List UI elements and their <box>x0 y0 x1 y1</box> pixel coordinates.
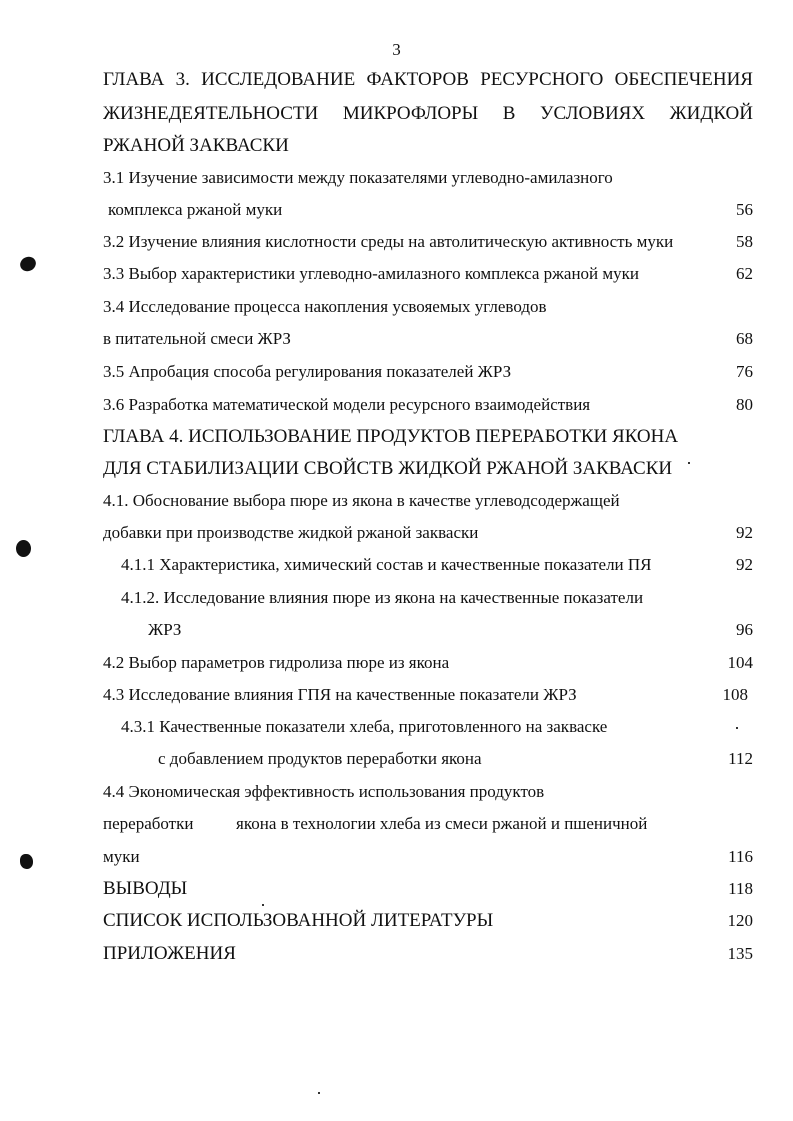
toc-conclusions: ВЫВОДЫ <box>103 878 188 899</box>
toc-page-appendices: 135 <box>727 944 753 963</box>
punch-hole-blot <box>16 540 31 557</box>
toc-entry-4-1-line-2: добавки при производстве жидкой ржаной закваски <box>103 523 479 542</box>
toc-appendices: ПРИЛОЖЕНИЯ <box>103 943 236 964</box>
toc-page-conclusions: 118 <box>728 879 753 898</box>
scan-speck <box>318 1092 320 1094</box>
chapter-3-heading-line-1 <box>103 69 753 91</box>
toc-entry-4-3-1-line-1: 4.3.1 Качественные показатели хлеба, приготовленного на закваске <box>121 717 608 736</box>
toc-page-4-1: 92 <box>736 523 753 542</box>
heading-word: ЖИДКОЙ <box>669 103 753 124</box>
scan-speck <box>688 462 690 464</box>
toc-entry-3-6: 3.6 Разработка математической модели ресурсного взаимодействия <box>103 395 591 414</box>
toc-entry-3-3: 3.3 Выбор характеристики углеводно-амилазного комплекса ржаной муки <box>103 264 640 283</box>
toc-page-4-4: 116 <box>728 847 753 866</box>
toc-entry-3-5: 3.5 Апробация способа регулирования показателей ЖРЗ <box>103 362 512 381</box>
toc-entry-3-4-line-2: в питательной смеси ЖРЗ <box>103 329 291 348</box>
toc-entry-3-1-line-1: 3.1 Изучение зависимости между показателями углеводно-амилазного <box>103 168 613 187</box>
heading-word: РЕСУРСНОГО <box>480 69 604 90</box>
toc-entry-4-4-line-3: муки <box>103 847 140 866</box>
heading-word: ФАКТОРОВ <box>366 69 469 90</box>
toc-page-3-1: 56 <box>736 200 753 219</box>
heading-word: МИКРОФЛОРЫ <box>342 103 479 124</box>
toc-page-4-3-1: 112 <box>728 749 753 768</box>
chapter-3-heading-line-3: РЖАНОЙ ЗАКВАСКИ <box>103 135 289 156</box>
page-number: 3 <box>392 40 401 59</box>
toc-entry-4-3: 4.3 Исследование влияния ГПЯ на качественные показатели ЖРЗ <box>103 685 577 704</box>
toc-entry-4-4-line-2a: переработки <box>103 814 194 833</box>
heading-word: ОБЕСПЕЧЕНИЯ <box>614 69 753 90</box>
heading-word: В <box>502 103 516 124</box>
heading-word: ЖИЗНЕДЕЯТЕЛЬНОСТИ <box>103 103 319 124</box>
toc-entry-3-1-line-2: комплекса ржаной муки <box>108 200 283 219</box>
toc-entry-4-1-2-line-1: 4.1.2. Исследование влияния пюре из якона на качественные показатели <box>121 588 644 607</box>
toc-entry-4-3-1-line-2: с добавлением продуктов переработки якона <box>158 749 482 768</box>
toc-entry-4-4-line-2b: якона в технологии хлеба из смеси ржаной и пшеничной <box>236 814 648 833</box>
toc-page-references: 120 <box>727 911 753 930</box>
chapter-3-heading-line-2 <box>103 103 753 125</box>
toc-entry-4-1-1: 4.1.1 Характеристика, химический состав и качественные показатели ПЯ <box>121 555 652 574</box>
toc-entry-4-1-2-line-2: ЖРЗ <box>148 620 182 639</box>
toc-page-4-1-1: 92 <box>736 555 753 574</box>
chapter-4-heading-line-1: ГЛАВА 4. ИСПОЛЬЗОВАНИЕ ПРОДУКТОВ ПЕРЕРАБОТКИ ЯКОНА <box>103 426 679 447</box>
toc-entry-4-1-line-1: 4.1. Обоснование выбора пюре из якона в качестве углеводсодержащей <box>103 491 620 510</box>
toc-page-3-4: 68 <box>736 329 753 348</box>
toc-page-4-3: 108 <box>722 685 748 704</box>
toc-page-3-3: 62 <box>736 264 753 283</box>
toc-entry-3-4-line-1: 3.4 Исследование процесса накопления усвояемых углеводов <box>103 297 547 316</box>
punch-hole-blot <box>18 254 38 273</box>
heading-word: 3. <box>175 69 190 90</box>
toc-entry-4-2: 4.2 Выбор параметров гидролиза пюре из якона <box>103 653 450 672</box>
toc-page-3-2: 58 <box>736 232 753 251</box>
scan-speck <box>736 727 738 729</box>
toc-page-3-6: 80 <box>736 395 753 414</box>
toc-entry-3-2: 3.2 Изучение влияния кислотности среды на автолитическую активность муки <box>103 232 674 251</box>
chapter-4-heading-line-2: ДЛЯ СТАБИЛИЗАЦИИ СВОЙСТВ ЖИДКОЙ РЖАНОЙ ЗАКВАСКИ <box>103 458 673 479</box>
toc-page-3-5: 76 <box>736 362 753 381</box>
toc-references: СПИСОК ИСПОЛЬЗОВАННОЙ ЛИТЕРАТУРЫ <box>103 910 494 931</box>
toc-page-4-2: 104 <box>727 653 753 672</box>
heading-word: ГЛАВА <box>103 69 165 90</box>
toc-page-4-1-2: 96 <box>736 620 753 639</box>
toc-entry-4-4-line-1: 4.4 Экономическая эффективность использования продуктов <box>103 782 545 801</box>
punch-hole-blot <box>20 854 33 869</box>
heading-word: ИССЛЕДОВАНИЕ <box>201 69 356 90</box>
heading-word: УСЛОВИЯХ <box>540 103 646 124</box>
scan-speck <box>262 904 264 906</box>
